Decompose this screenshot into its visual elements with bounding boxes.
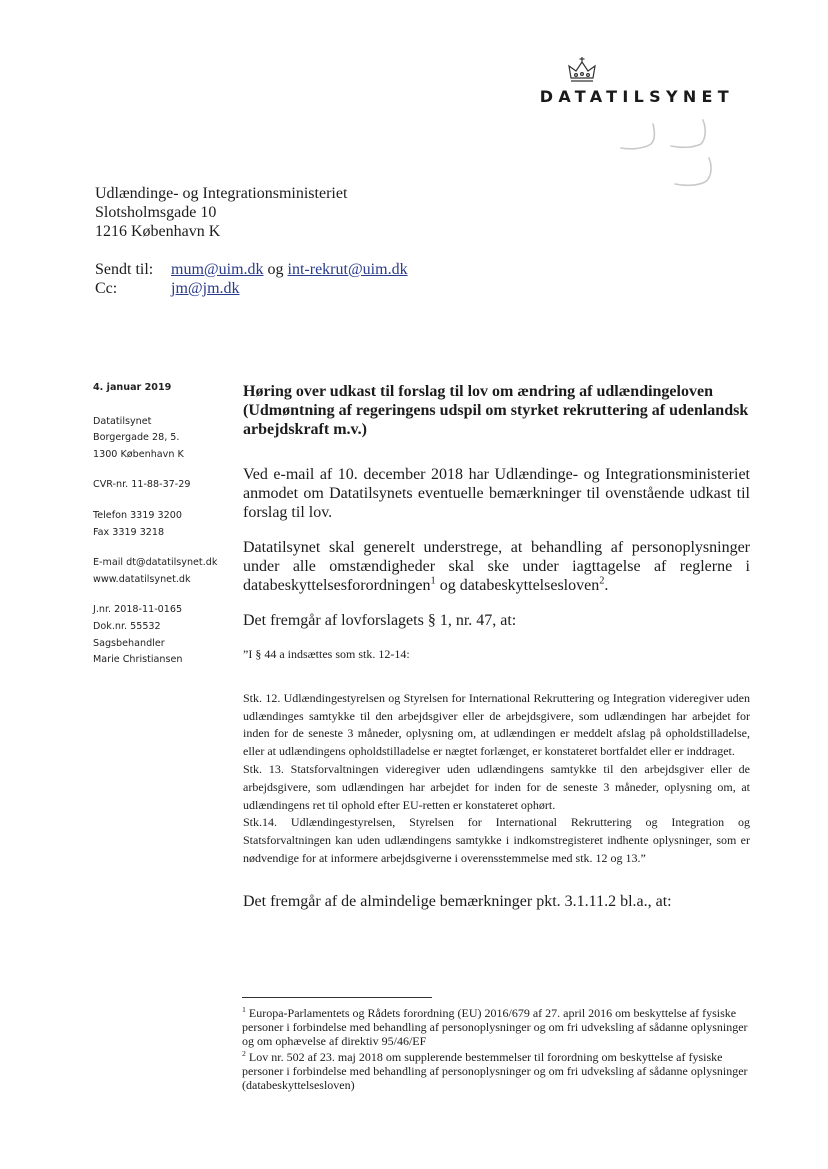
paragraph-general-text-b: og databeskyttelsesloven [435,577,600,594]
sender-city: 1300 København K [93,448,184,460]
document-number: Dok.nr. 55532 [93,620,161,632]
cc-row [95,279,408,298]
sender-website: www.datatilsynet.dk [93,573,191,585]
letter-body [243,382,750,927]
quote-stk14: Stk.14. Udlændingestyrelsen, Styrelsen for International Rekruttering og Integration og Statsforvaltningen kan uden udlændingens samtykke i indkomstregisteret indhente oplysninger, som er nødvendige for at informere arbejdsgiverne i overensstemmelse med stk. 12 og 13.” [243,815,750,865]
quote-intro: ”I § 44 a indsættes som stk. 12-14: [243,647,410,661]
case-block [93,602,233,668]
email-link-int-rekrut[interactable]: int-rekrut@uim.dk [287,261,408,278]
recipient-address [95,184,347,241]
cc-label: Cc: [95,280,118,297]
footnote-ref-1: 1 [430,575,436,587]
footnotes [242,1006,752,1094]
footnote-2-mark: 2 [242,1049,246,1058]
paragraph-general-text-a: Datatilsynet skal generelt understrege, at behandling af personoplysninger under alle omstændigheder skal ske under iagttagelse af reglerne i databeskyttelsesforordningen [243,539,750,594]
footnote-ref-2: 2 [599,575,605,587]
sender-address [93,414,233,464]
sender-street: Borgergade 28, 5. [93,432,180,444]
phone-block [93,508,233,541]
paragraph-reference: Det fremgår af lovforslagets § 1, nr. 47, at: [243,612,517,629]
sender-name: Datatilsynet [93,415,152,427]
send-info [95,260,408,298]
quote-stk13: Stk. 13. Statsforvaltningen videregiver uden udlændingens samtykke til den arbejdsgiver eller de arbejdsgivere, som udlændingen har arbejdet for inden for de seneste 3 måneder, oplysning om, at udlændingens ret til ophold efter EU-retten er konstateret ophørt. [243,761,750,812]
sent-to-label: Sendt til: [95,261,154,278]
fax-number: Fax 3319 3218 [93,526,165,538]
recipient-name: Udlændinge- og Integrationsministeriet [95,185,348,202]
logo-wordmark: DATATILSYNET [539,87,734,106]
email-joiner: og [267,261,284,278]
crown-icon [566,56,598,86]
footnote-1-mark: 1 [242,1005,246,1014]
footnote-2 [242,1050,752,1092]
footnote-divider [242,997,432,998]
recipient-city: 1216 København K [95,223,221,240]
journal-number: J.nr. 2018-11-0165 [93,604,183,616]
email-link-mum[interactable]: mum@uim.dk [171,261,264,278]
recipient-street: Slotsholmsgade 10 [95,204,217,221]
paragraph-intro: Ved e-mail af 10. december 2018 har Udlændinge- og Integrationsministeriet anmodet om Datatilsynets eventuelle bemærkninger til ovenstående udkast til forslag til lov. [243,466,750,521]
phone-number: Telefon 3319 3200 [93,509,182,521]
cvr-number: CVR-nr. 11-88-37-29 [93,479,191,491]
email-link-jm[interactable]: jm@jm.dk [171,280,240,297]
handwritten-signature-mark [615,118,725,193]
quote-stk12: Stk. 12. Udlændingestyrelsen og Styrelsen for International Rekruttering og Integration videregiver uden udlændinges samtykke til den arbejdsgiver eller de arbejdsgivere, som udlændingen har arbejdet for inden for de seneste 3 måneder, oplysning om, at udlændingen er meddelt afslag på opholdstilladelse, eller at udlændingens opholdstilladelse er nægtet forlænget, er konstateret bortfaldet eller er inddraget. [243,690,750,759]
paragraph-general-text-c: . [604,577,609,594]
sender-email: E-mail dt@datatilsynet.dk [93,557,218,569]
case-handler-label: Sagsbehandler [93,637,165,649]
footnote-2-text: Lov nr. 502 af 23. maj 2018 om supplerende bestemmelser til forordning om beskyttelse af fysiske personer i forbindelse med behandling af personoplysninger og om fri udveksling af sådanne oplysninger (databeskyttelsesloven) [242,1050,748,1092]
sent-to-row [95,260,408,279]
paragraph-general [243,538,750,595]
letter-heading: Høring over udkast til forslag til lov om ændring af udlændingeloven (Udmøntning af regeringens udspil om styrket rekruttering af udenlandsk arbejdskraft m.v.) [243,383,749,438]
case-handler-name: Marie Christiansen [93,654,183,666]
contact-block [93,555,233,588]
sender-sidebar [93,380,233,683]
footnote-1-text: Europa-Parlamentets og Rådets forordning (EU) 2016/679 af 27. april 2016 om beskyttelse af fysiske personer i forbindelse med behandling af personoplysninger og om fri udveksling af sådanne oplysninger og om ophævelse af direktiv 95/46/EF [242,1006,748,1048]
paragraph-general-remarks: Det fremgår af de almindelige bemærkninger pkt. 3.1.11.2 bl.a., at: [243,892,672,910]
letter-date: 4. januar 2019 [93,382,172,393]
footnote-1 [242,1006,752,1048]
